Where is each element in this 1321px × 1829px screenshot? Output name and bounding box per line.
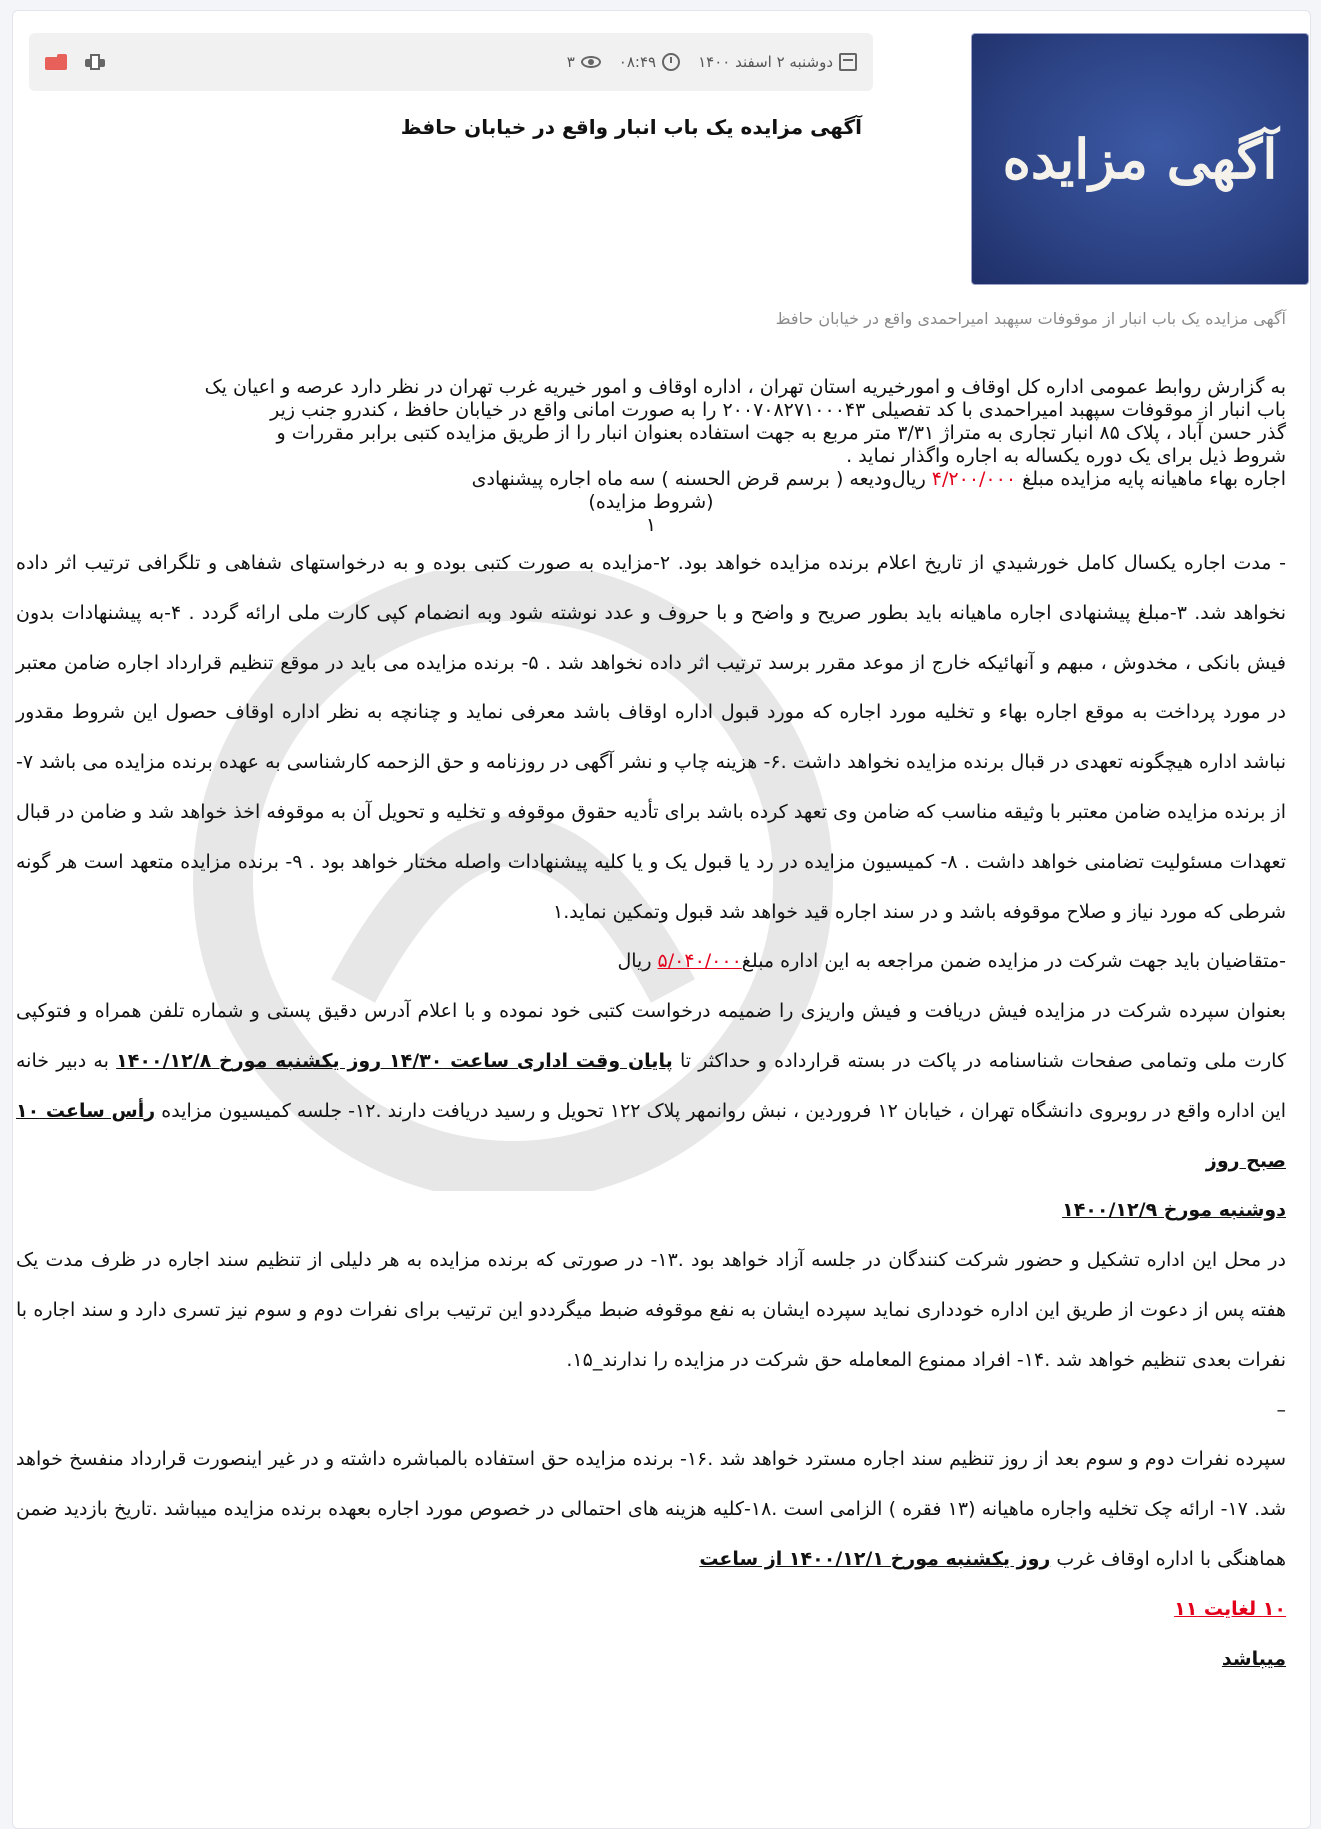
base-price-line: [16, 468, 1286, 490]
visit-hours: ۱۰ لغایت ۱۱: [1174, 1597, 1286, 1620]
meta-bar: [29, 33, 873, 91]
deposit-label: -متقاضیان باید جهت شرکت در مزایده ضمن مراجعه به این اداره مبلغ: [741, 950, 1286, 973]
article-title: آگهی مزایده یک باب انبار واقع در خیابان حافظ: [400, 115, 862, 139]
intro-line: باب انبار از موقوفات سپهبد امیراحمدی با کد تفصیلی ۲۰۰۷۰۸۲۷۱۰۰۰۴۳ را به صورت امانی واقع در خیابان حافظ ، کندرو جنب زیر: [270, 399, 1286, 421]
meta-info: [567, 53, 857, 71]
intro-block: [16, 376, 1286, 536]
conditions-heading: (شروط مزایده): [588, 491, 714, 513]
final-paragraph: [16, 1435, 1286, 1584]
deadline-text: پایان وقت اداری ساعت ۱۴/۳۰ روز یکشنبه مورخ ۱۴۰۰/۱۲/۸: [116, 1049, 673, 1072]
views-count: ۳: [566, 53, 575, 71]
time-text: ۰۸:۴۹: [618, 53, 657, 71]
folder-icon[interactable]: [45, 54, 67, 70]
closing-word: میباشد: [1221, 1647, 1286, 1670]
eye-icon: [581, 56, 601, 68]
deposit-text: ریال‌ودیعه ( برسم قرض الحسنه ) سه ماه اجاره پیشنهادی: [471, 468, 932, 490]
deposit-unit: ریال: [617, 950, 658, 973]
session-paragraph: در محل این اداره تشکیل و حضور شرکت کنندگان در جلسه آزاد خواهد بود .۱۳- در صورتی که برنده مزایده به هر دلیلی از تنظیم سند اجاره در ظرف مدت یک هفته پس از دعوت از طریق این اداره خودداری نماید سپرده ایشان به نفع موقوفه ضبط میگرددو این ترتیب برای نفرات دوم و سوم نیز تسری دارد و سند اجاره با نفرات بعدی تنظیم خواهد شد .۱۴- افراد ممنوع المعامله حق شرکت در مزایده را ندارند_۱۵.: [16, 1249, 1286, 1371]
base-price-amount: ۴/۲۰۰/۰۰۰: [931, 468, 1017, 490]
image-caption: آگهی مزایده یک باب انبار از موقوفات سپهبد امیراحمدی واقع در خیابان حافظ: [775, 309, 1286, 328]
intro-line: شروط ذیل برای یک دوره یکساله به اجاره واگذار نماید .: [846, 445, 1286, 467]
submission-text: بعنوان سپرده شرکت در مزایده فیش دریافت و فیش واریزی را ضمیمه درخواست کتبی خود نموده و با اعلام آدرس دقیق پستی و شماره تلفن همراه و فتوکپی کارت ملی وتمامی صفحات شناسنامه در پاکت در بسته قرارداده و حداکثر تا: [16, 1000, 1287, 1072]
intro-line: گذر حسن آباد ، پلاک ۸۵ انبار تجاری به متراژ ۳/۳۱ متر مربع به جهت استفاده بعنوان انبار را از طریق مزایده کتبی برابر مقررات و: [276, 422, 1286, 444]
intro-line: به گزارش روابط عمومی اداره کل اوقاف و امورخیریه استان تهران ، اداره اوقاف و امور خیریه غرب تهران در نظر دارد عرصه و اعیان یک: [204, 376, 1286, 398]
date-text: دوشنبه ۲ اسفند ۱۴۰۰: [698, 53, 833, 71]
calendar-icon: [839, 53, 857, 71]
clock-icon: [662, 53, 680, 71]
conditions-paragraph: - مدت اجاره یکسال کامل خورشيدي از تاریخ اعلام برنده مزایده خواهد بود. ۲-مزایده به صورت کتبی بوده و به درخواستهای شفاهی و تلگرافی ترتیب اثر داده نخواهد شد. ۳-مبلغ پیشنهادی اجاره ماهیانه باید بطور صریح و واضح و با حروف و عدد نوشته شود وبه انضمام کپی کارت ملی ارائه گردد . ۴-به پیشنهادات بدون فیش بانکی ، مخدوش ، مبهم و آنهائیکه خارج از موعد مقرر برسد ترتیب اثر داده نخواهد شد . ۵- برنده مزایده می باید در موقع تنظیم قرارداد اجاره ضامن معتبر در مورد پرداخت به موقع اجاره بهاء و تخلیه مورد اجاره که مورد قبول اداره اوقاف باشد معرفی نماید و چنانچه به نظر اداره اوقاف حصول این شروط مقدور نباشد اداره هیچگونه تعهدی در قبال برنده مزایده نخواهد داشت .۶- هزینه چاپ و نشر آگهی در روزنامه و حق الزحمه کارشناسی به عهده برنده مزایده می باشد ۷- از برنده مزایده ضامن معتبر با وثیقه مناسب که ضامن وی تعهد کرده باشد برای تأدیه حقوق موقوفه و تخلیه و تحویل آن به موقوفه اخذ خواهد شد و ضامن در قبال تعهدات مسئولیت تضامنی خواهد داشت . ۸- کمیسیون مزایده در رد یا قبول یک و یا کلیه پیشنهادات واصله مختار خواهد بود . ۹- برنده مزایده متعهد است هر گونه شرطی که مورد نیاز و صلاح موقوفه باشد و در سند اجاره قید خواهد شد قبول وتمکین نماید.۱: [16, 552, 1287, 923]
article-card: [12, 10, 1311, 1829]
dash-line: –: [1276, 1398, 1286, 1421]
date-meta: [698, 53, 857, 71]
print-icon[interactable]: [85, 54, 105, 70]
article-image: [971, 33, 1309, 285]
time-meta: [619, 53, 680, 71]
image-title: آگهی مزایده: [1002, 127, 1278, 191]
submission-text-2: به دبیر خانه این اداره واقع در روبروی دانشگاه تهران ، خیابان ۱۲ فروردین ، نبش روانمهر پلاک ۱۲۲ تحویل و رسید دریافت دارند .۱۲- جلسه کمیسیون مزایده: [16, 1049, 1286, 1122]
views-meta: [567, 53, 601, 71]
conditions-body: [16, 539, 1286, 1684]
base-price-label: اجاره بهاء ماهیانه پایه مزایده مبلغ: [1016, 468, 1286, 490]
final-text: سپرده نفرات دوم و سوم بعد از روز تنظیم سند اجاره مسترد خواهد شد .۱۶- برنده مزایده حق استفاده بالمباشره داشته و در غیر اینصورت قرارداد منفسخ خواهد شد. ۱۷- ارائه چک تخلیه واجاره ماهیانه (۱۳ فقره ) الزامی است .۱۸-کلیه هزینه های احتمالی در خصوص مورد اجاره بعهده برنده مزایده میباشد .تاریخ بازدید ضمن هماهنگی با اداره اوقاف غرب: [16, 1448, 1287, 1570]
conditions-number: ۱: [645, 514, 657, 536]
visit-date: روز یکشنبه مورخ ۱۴۰۰/۱۲/۱ از ساعت: [699, 1547, 1051, 1570]
session-date: دوشنبه مورخ ۱۴۰۰/۱۲/۹: [1062, 1199, 1286, 1222]
submission-paragraph: [16, 987, 1286, 1186]
deposit-amount: ۵/۰۴۰/۰۰۰: [657, 950, 742, 973]
deposit-paragraph: [16, 937, 1286, 987]
meta-actions: [45, 54, 105, 70]
session-time: رأس ساعت ۱۰ صبح روز: [16, 1099, 1286, 1172]
